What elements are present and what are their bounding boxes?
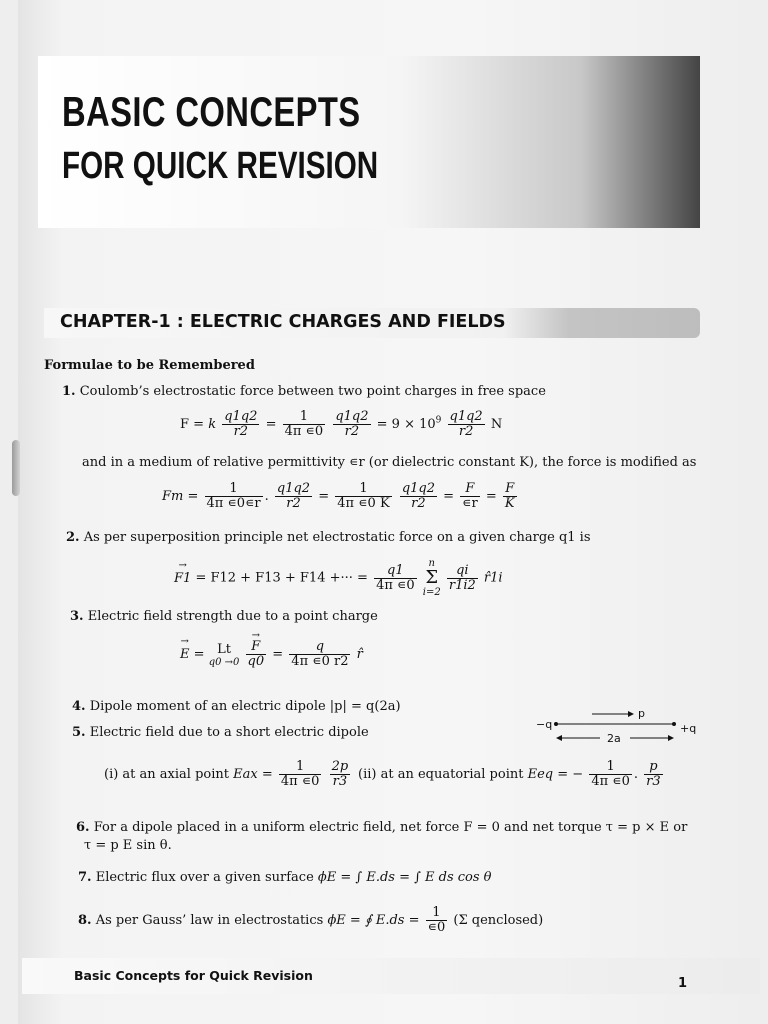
- equation-field-point: → E = Lt q0 →0 → $\frac{F}{q0}$ = $\frac{q}{4\pi ∊0 r2}$ r̂: [180, 640, 363, 669]
- section-label: Formulae to be Remembered: [44, 358, 255, 373]
- item-5: 5. Electric field due to a short electric dipole: [72, 725, 369, 740]
- item-4: 4. Dipole moment of an electric dipole |p| = q(2a): [72, 699, 401, 714]
- equation-superposition: → F1 = F12 + F13 + F14 +··· = $\frac{q1}{4\pi ∊0}$ n Σ i=2 $\frac{qi}{r1i2}$ r̂1i: [174, 558, 503, 598]
- page-number: 1: [678, 976, 688, 991]
- header-subtitle: FOR QUICK REVISION: [62, 145, 379, 187]
- binding-shadow: [12, 440, 20, 496]
- equation-dipole-equatorial: (ii) at an equatorial point Eeq = − $\frac{1}{4\pi ∊0}$ . $\frac{p}{r3}$: [358, 759, 661, 789]
- dipole-negative-label: −q: [536, 718, 553, 731]
- dipole-figure: [530, 702, 710, 748]
- footer-title: Basic Concepts for Quick Revision: [74, 968, 313, 983]
- dipole-positive-label: +q: [680, 722, 697, 735]
- item-1: 1. Coulomb’s electrostatic force between two point charges in free space: [62, 384, 546, 399]
- dipole-vector-label: p: [638, 707, 645, 720]
- item-6: 6. For a dipole placed in a uniform electric field, net force F = 0 and net torque τ = p × E or: [76, 820, 688, 835]
- item-3: 3. Electric field strength due to a point charge: [70, 609, 378, 624]
- chapter-title: CHAPTER-1 : ELECTRIC CHARGES AND FIELDS: [60, 312, 506, 332]
- header-title: BASIC CONCEPTS: [62, 88, 361, 135]
- dipole-spacing-label: 2a: [607, 732, 621, 745]
- equation-dipole-axial: (i) at an axial point Eax = $\frac{1}{4\pi ∊0}$ $\frac{2p}{r3}$: [104, 759, 349, 789]
- equation-coulomb-free: F = k $\frac{q1q2}{r2}$ = $\frac{1}{4\pi ∊0}$ $\frac{q1q2}{r2}$ = $9 \times 10^9$ $\frac{q1q2}{r2}$ N: [180, 409, 503, 439]
- equation-coulomb-medium: Fm = $\frac{1}{4\pi ∊0∊r}$ . $\frac{q1q2}{r2}$ = $\frac{1}{4\pi ∊0 K}$ $\frac{q1q2}{r2}$ = $\frac{F}{∊r}$ = $\frac{F}{K}$: [162, 481, 515, 511]
- header-band: [38, 56, 700, 228]
- item-2: 2. As per superposition principle net electrostatic force on a given charge q1 is: [66, 530, 591, 545]
- item-1-medium-text: and in a medium of relative permittivity ∊r (or dielectric constant K), the force is modified as: [82, 455, 697, 470]
- equation-flux: ϕE = ∫ E.ds = ∫ E ds cos θ: [317, 870, 492, 885]
- item-6-continued: τ = p E sin θ.: [84, 838, 172, 853]
- item-8: 8. As per Gauss’ law in electrostatics ϕE = ∮ E.ds = $\frac{1}{∊0}$ (Σ qenclosed): [78, 905, 544, 935]
- item-7: 7. Electric flux over a given surface ϕE = ∫ E.ds = ∫ E ds cos θ: [78, 870, 492, 885]
- equation-gauss: ϕE = ∮ E.ds =: [327, 913, 420, 928]
